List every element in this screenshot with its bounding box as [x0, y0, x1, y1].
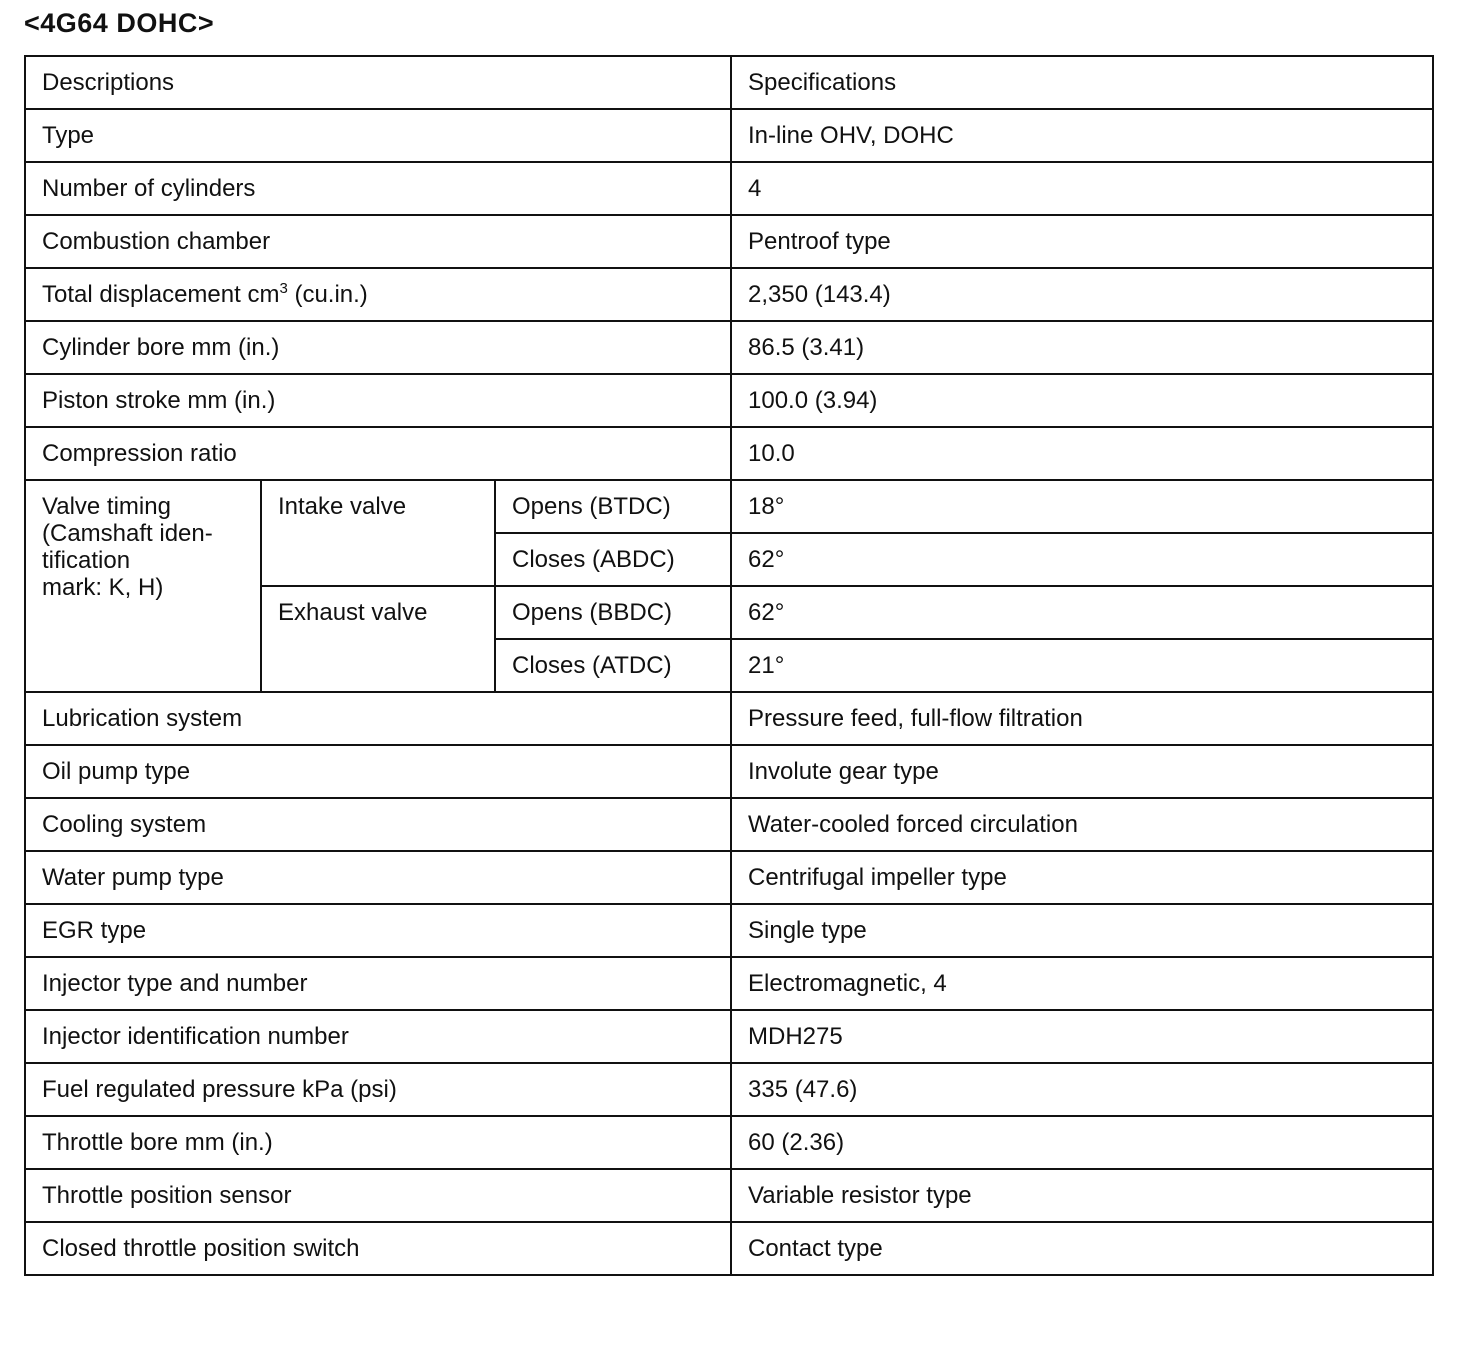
table-row [25, 851, 1433, 904]
row-value: Single type [731, 904, 1433, 957]
exhaust-opens-label: Opens (BBDC) [495, 586, 731, 639]
displacement-superscript: 3 [279, 280, 288, 297]
table-row [25, 427, 1433, 480]
valve-timing-label-line: Valve timing [42, 493, 171, 520]
intake-opens-value: 18° [731, 480, 1433, 533]
row-value: 60 (2.36) [731, 1116, 1433, 1169]
document-title: <4G64 DOHC> [24, 8, 215, 38]
table-row [25, 957, 1433, 1010]
row-label: Number of cylinders [25, 162, 731, 215]
table-row [25, 1222, 1433, 1275]
row-value: 2,350 (143.4) [731, 268, 1433, 321]
row-label: Compression ratio [25, 427, 731, 480]
row-value: MDH275 [731, 1010, 1433, 1063]
header-descriptions: Descriptions [25, 56, 731, 109]
table-row [25, 321, 1433, 374]
valve-timing-label-line: tification [42, 547, 131, 574]
row-value: Water-cooled forced circulation [731, 798, 1433, 851]
row-label: Throttle position sensor [25, 1169, 731, 1222]
spec-table [24, 55, 1434, 1276]
valve-timing-label [25, 480, 261, 692]
row-value: 10.0 [731, 427, 1433, 480]
table-row [25, 1010, 1433, 1063]
valve-timing-label-line: (Camshaft iden- [42, 520, 213, 547]
table-row [25, 162, 1433, 215]
table-row [25, 109, 1433, 162]
row-value: Pentroof type [731, 215, 1433, 268]
row-label: Cylinder bore mm (in.) [25, 321, 731, 374]
table-row [25, 1116, 1433, 1169]
exhaust-closes-value: 21° [731, 639, 1433, 692]
table-row [25, 1169, 1433, 1222]
row-label: Injector identification number [25, 1010, 731, 1063]
row-value: Electromagnetic, 4 [731, 957, 1433, 1010]
row-label: Injector type and number [25, 957, 731, 1010]
exhaust-opens-value: 62° [731, 586, 1433, 639]
table-row [25, 904, 1433, 957]
table-row-displacement [25, 268, 1433, 321]
valve-timing-label-line: mark: K, H) [42, 574, 164, 601]
row-label: Fuel regulated pressure kPa (psi) [25, 1063, 731, 1116]
table-row [25, 745, 1433, 798]
row-label: Throttle bore mm (in.) [25, 1116, 731, 1169]
table-row [25, 374, 1433, 427]
row-label: Closed throttle position switch [25, 1222, 731, 1275]
valve-timing-row [25, 480, 1433, 533]
table-row [25, 692, 1433, 745]
row-value: 86.5 (3.41) [731, 321, 1433, 374]
row-value: Centrifugal impeller type [731, 851, 1433, 904]
header-specifications: Specifications [731, 56, 1433, 109]
row-value: 335 (47.6) [731, 1063, 1433, 1116]
row-value: Involute gear type [731, 745, 1433, 798]
row-label: Combustion chamber [25, 215, 731, 268]
row-value: 4 [731, 162, 1433, 215]
row-label: Cooling system [25, 798, 731, 851]
row-value: In-line OHV, DOHC [731, 109, 1433, 162]
row-value: Pressure feed, full-flow filtration [731, 692, 1433, 745]
row-label: EGR type [25, 904, 731, 957]
row-label: Type [25, 109, 731, 162]
table-row [25, 215, 1433, 268]
row-value: 100.0 (3.94) [731, 374, 1433, 427]
row-label [25, 268, 731, 321]
table-header-row [25, 56, 1433, 109]
intake-valve-label: Intake valve [261, 480, 495, 586]
exhaust-closes-label: Closes (ATDC) [495, 639, 731, 692]
intake-opens-label: Opens (BTDC) [495, 480, 731, 533]
row-label: Lubrication system [25, 692, 731, 745]
row-label: Oil pump type [25, 745, 731, 798]
row-value: Contact type [731, 1222, 1433, 1275]
exhaust-valve-label: Exhaust valve [261, 586, 495, 692]
table-row [25, 1063, 1433, 1116]
intake-closes-value: 62° [731, 533, 1433, 586]
row-value: Variable resistor type [731, 1169, 1433, 1222]
row-label: Piston stroke mm (in.) [25, 374, 731, 427]
displacement-unit: (cu.in.) [287, 281, 368, 308]
intake-closes-label: Closes (ABDC) [495, 533, 731, 586]
row-label: Water pump type [25, 851, 731, 904]
displacement-label: Total displacement cm [42, 281, 280, 308]
table-row [25, 798, 1433, 851]
